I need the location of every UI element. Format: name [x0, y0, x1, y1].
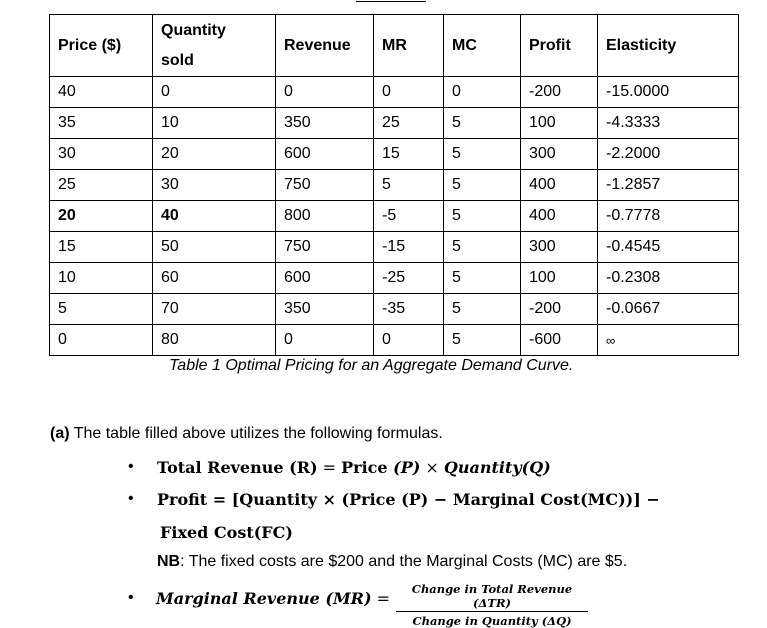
cell-quantity: 60 [153, 263, 276, 294]
section-intro [50, 425, 443, 443]
cell-elasticity: -0.0667 [598, 294, 739, 325]
cell-profit: 100 [521, 108, 598, 139]
cell-mr: 0 [374, 77, 444, 108]
cell-mr: -5 [374, 201, 444, 232]
cell-mr: 15 [374, 139, 444, 170]
formula-tr-p: (P) [393, 458, 421, 477]
cell-mr: -35 [374, 294, 444, 325]
formula-profit [157, 490, 660, 509]
formula-tr-lhs: Total Revenue (R) [157, 458, 318, 477]
cell-profit: 400 [521, 170, 598, 201]
cell-quantity: 0 [153, 77, 276, 108]
cell-mr: -25 [374, 263, 444, 294]
cell-elasticity: -2.2000 [598, 139, 739, 170]
top-divider-line [356, 1, 426, 2]
formula-mr-denominator: Change in Quantity (ΔQ) [412, 614, 572, 628]
cell-elasticity: -4.3333 [598, 108, 739, 139]
cell-profit: 100 [521, 263, 598, 294]
bullet-icon: • [128, 490, 134, 507]
table-row [50, 108, 739, 139]
table-row [50, 325, 739, 356]
table-row [50, 232, 739, 263]
cell-quantity: 40 [153, 201, 276, 232]
pricing-table [49, 14, 739, 356]
cell-mc: 5 [444, 263, 521, 294]
cell-price: 5 [50, 294, 153, 325]
cell-revenue: 600 [276, 139, 374, 170]
table-row [50, 170, 739, 201]
cell-price: 40 [50, 77, 153, 108]
cell-elasticity: -1.2857 [598, 170, 739, 201]
header-quantity-line2: sold [161, 51, 194, 69]
cell-revenue: 350 [276, 108, 374, 139]
header-price: Price ($) [50, 15, 153, 77]
cell-mc: 5 [444, 201, 521, 232]
cell-revenue: 750 [276, 232, 374, 263]
cell-profit: 300 [521, 232, 598, 263]
formula-profit-fc [160, 523, 293, 542]
cell-quantity: 50 [153, 232, 276, 263]
cell-price: 10 [50, 263, 153, 294]
formula-tr-price: Price [341, 458, 394, 477]
formula-profit-line2: Fixed Cost(FC) [160, 523, 293, 542]
formula-profit-line1: Profit = [Quantity × (Price (P) − Marginal Cost(MC))] − [157, 490, 660, 509]
cell-mr: -15 [374, 232, 444, 263]
formula-total-revenue [157, 458, 551, 477]
formula-tr-qty: Quantity [443, 458, 522, 477]
formula-mr-lhs: Marginal Revenue (MR) [156, 589, 372, 608]
section-label: (a) [50, 425, 70, 442]
cell-quantity: 30 [153, 170, 276, 201]
cell-price: 30 [50, 139, 153, 170]
cell-revenue: 350 [276, 294, 374, 325]
table-row [50, 294, 739, 325]
table-row [50, 263, 739, 294]
cell-elasticity: -0.4545 [598, 232, 739, 263]
cell-revenue: 0 [276, 77, 374, 108]
formula-mr-fraction [396, 582, 588, 628]
cell-elasticity: ∞ [598, 325, 739, 356]
note-text: : The fixed costs are $200 and the Marginal Costs (MC) are $5. [180, 553, 628, 570]
cell-mc: 5 [444, 108, 521, 139]
bullet-icon: • [128, 589, 134, 606]
header-elasticity: Elasticity [598, 15, 739, 77]
cell-revenue: 600 [276, 263, 374, 294]
cell-price: 15 [50, 232, 153, 263]
cell-mc: 0 [444, 77, 521, 108]
cell-mr: 0 [374, 325, 444, 356]
cell-quantity: 80 [153, 325, 276, 356]
header-quantity [153, 15, 276, 77]
fixed-cost-note [157, 553, 627, 571]
header-mr: MR [374, 15, 444, 77]
cell-mc: 5 [444, 170, 521, 201]
cell-elasticity: -15.0000 [598, 77, 739, 108]
cell-profit: 300 [521, 139, 598, 170]
cell-elasticity: -0.7778 [598, 201, 739, 232]
table-header-row [50, 15, 739, 77]
formula-tr-eq: = [317, 458, 342, 477]
note-label: NB [157, 553, 181, 570]
cell-quantity: 70 [153, 294, 276, 325]
cell-mc: 5 [444, 294, 521, 325]
section-intro-text: The table filled above utilizes the following formulas. [69, 425, 443, 442]
formula-mr-numerator: Change in Total Revenue (ΔTR) [396, 582, 588, 612]
cell-revenue: 750 [276, 170, 374, 201]
cell-price: 0 [50, 325, 153, 356]
cell-profit: -200 [521, 294, 598, 325]
cell-price: 35 [50, 108, 153, 139]
header-mc: MC [444, 15, 521, 77]
cell-mr: 25 [374, 108, 444, 139]
cell-quantity: 20 [153, 139, 276, 170]
cell-mc: 5 [444, 232, 521, 263]
cell-profit: -200 [521, 77, 598, 108]
table-row [50, 77, 739, 108]
cell-quantity: 10 [153, 108, 276, 139]
table-row-optimal [50, 201, 739, 232]
bullet-icon: • [128, 458, 134, 475]
table-row [50, 139, 739, 170]
cell-mc: 5 [444, 325, 521, 356]
formula-mr-eq: = [371, 589, 391, 608]
cell-mc: 5 [444, 139, 521, 170]
cell-elasticity: -0.2308 [598, 263, 739, 294]
formula-tr-times: × [420, 458, 444, 477]
header-profit: Profit [521, 15, 598, 77]
cell-mr: 5 [374, 170, 444, 201]
cell-price: 25 [50, 170, 153, 201]
cell-price: 20 [50, 201, 153, 232]
table-caption: Table 1 Optimal Pricing for an Aggregate Demand Curve. [169, 357, 574, 374]
formula-marginal-revenue [156, 589, 390, 608]
formula-tr-q: (Q) [521, 458, 551, 477]
cell-profit: 400 [521, 201, 598, 232]
cell-revenue: 0 [276, 325, 374, 356]
header-revenue: Revenue [276, 15, 374, 77]
cell-profit: -600 [521, 325, 598, 356]
cell-revenue: 800 [276, 201, 374, 232]
header-quantity-line1: Quantity [161, 21, 226, 39]
